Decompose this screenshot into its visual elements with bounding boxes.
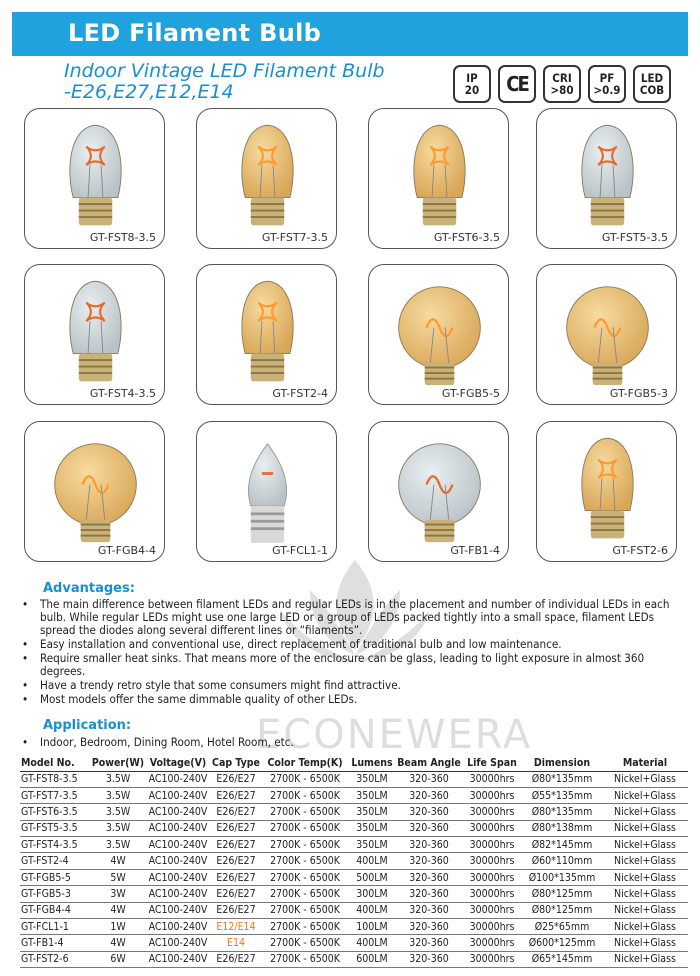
table-cell: 30000hrs xyxy=(462,886,522,902)
table-cell: 3.5W xyxy=(90,771,146,787)
table-cell: 30000hrs xyxy=(462,787,522,803)
table-cell: Ø25*65mm xyxy=(522,919,602,935)
table-cell: Ø80*135mm xyxy=(522,771,602,787)
list-item: • The main difference between filament LEDs and regular LEDs is in the placement and number of individual LEDs in each bulb. While regular LEDs might use one large LED or a group of LEDs packed tightly into a small space, filament LEDs spread the diodes along several different lines or “filaments”. xyxy=(20,598,690,637)
table-cell: 30000hrs xyxy=(462,853,522,869)
certification-badges xyxy=(453,65,671,103)
table-cell: 320-360 xyxy=(396,804,462,820)
table-cell: Nickel+Glass xyxy=(602,919,688,935)
table-cell: 300LM xyxy=(348,886,396,902)
bulb-illustration xyxy=(537,422,677,562)
table-cell: AC100-240V xyxy=(146,869,210,885)
column-header: Voltage(V) xyxy=(146,755,210,771)
table-cell: 2700K - 6500K xyxy=(262,820,348,836)
table-cell: 30000hrs xyxy=(462,771,522,787)
table-cell: 320-360 xyxy=(396,951,462,967)
product-card xyxy=(196,108,337,249)
ip20-badge: IP 20 xyxy=(453,65,491,103)
table-cell: AC100-240V xyxy=(146,935,210,951)
page-title: LED Filament Bulb xyxy=(68,19,322,47)
table-cell: Nickel+Glass xyxy=(602,820,688,836)
table-cell: AC100-240V xyxy=(146,771,210,787)
table-cell: 320-360 xyxy=(396,919,462,935)
table-cell: 350LM xyxy=(348,771,396,787)
table-cell: AC100-240V xyxy=(146,951,210,967)
table-cell: Ø65*145mm xyxy=(522,951,602,967)
list-item: • Require smaller heat sinks. That means more of the enclosure can be glass, leading to light exposure in almost 360 degrees. xyxy=(20,652,690,678)
column-header: Life Span xyxy=(462,755,522,771)
bulb-illustration xyxy=(197,265,337,405)
table-cell: 2700K - 6500K xyxy=(262,902,348,918)
table-cell: 3W xyxy=(90,886,146,902)
table-row xyxy=(20,787,688,803)
table-cell: 350LM xyxy=(348,804,396,820)
table-cell: Nickel+Glass xyxy=(602,886,688,902)
table-row xyxy=(20,820,688,836)
table-cell: 4W xyxy=(90,853,146,869)
column-header: Model No. xyxy=(20,755,90,771)
table-cell: Nickel+Glass xyxy=(602,837,688,853)
table-cell: 320-360 xyxy=(396,837,462,853)
bulb-illustration xyxy=(197,422,337,562)
list-item: • Have a trendy retro style that some consumers might find attractive. xyxy=(20,679,690,692)
table-cell: 2700K - 6500K xyxy=(262,853,348,869)
table-cell: AC100-240V xyxy=(146,853,210,869)
advantages-title: Advantages: xyxy=(43,581,135,596)
subtitle xyxy=(64,61,385,103)
table-cell: 1W xyxy=(90,919,146,935)
table-cell: GT-FGB5-5 xyxy=(20,869,90,885)
table-cell: E26/E27 xyxy=(210,886,262,902)
cri-badge: CRI >80 xyxy=(543,65,581,103)
table-cell: 2700K - 6500K xyxy=(262,771,348,787)
bulb-illustration xyxy=(197,109,337,249)
product-label: GT-FGB5-5 xyxy=(441,387,500,400)
table-cell: AC100-240V xyxy=(146,820,210,836)
table-cell: GT-FST6-3.5 xyxy=(20,804,90,820)
table-cell: AC100-240V xyxy=(146,787,210,803)
table-cell: Ø80*125mm xyxy=(522,902,602,918)
table-cell: 2700K - 6500K xyxy=(262,804,348,820)
table-cell: 320-360 xyxy=(396,853,462,869)
table-cell: 30000hrs xyxy=(462,919,522,935)
list-item: • Indoor, Bedroom, Dining Room, Hotel Room, etc. xyxy=(20,736,690,749)
column-header: Material xyxy=(602,755,688,771)
product-label: GT-FST2-4 xyxy=(272,387,328,400)
table-cell: Ø600*125mm xyxy=(522,935,602,951)
product-label: GT-FST2-6 xyxy=(612,544,668,557)
table-header-row xyxy=(20,755,688,771)
product-card xyxy=(536,421,677,562)
table-cell: AC100-240V xyxy=(146,837,210,853)
product-label: GT-FGB5-3 xyxy=(609,387,668,400)
table-cell: E26/E27 xyxy=(210,787,262,803)
column-header: Cap Type xyxy=(210,755,262,771)
product-card xyxy=(24,421,165,562)
bulb-illustration xyxy=(537,109,677,249)
table-cell: Nickel+Glass xyxy=(602,787,688,803)
table-cell: 6W xyxy=(90,951,146,967)
table-cell: Nickel+Glass xyxy=(602,771,688,787)
table-cell: E26/E27 xyxy=(210,853,262,869)
table-cell: 2700K - 6500K xyxy=(262,951,348,967)
product-card xyxy=(196,421,337,562)
table-cell: E14 xyxy=(210,935,262,951)
product-card xyxy=(536,108,677,249)
table-cell: 400LM xyxy=(348,853,396,869)
product-card xyxy=(24,108,165,249)
table-cell: E26/E27 xyxy=(210,804,262,820)
table-cell: 3.5W xyxy=(90,837,146,853)
table-cell: 4W xyxy=(90,935,146,951)
product-label: GT-FST8-3.5 xyxy=(89,231,156,244)
table-cell: 350LM xyxy=(348,787,396,803)
product-card xyxy=(24,264,165,405)
table-row xyxy=(20,902,688,918)
product-label: GT-FCL1-1 xyxy=(272,544,328,557)
table-cell: GT-FST7-3.5 xyxy=(20,787,90,803)
table-cell: 30000hrs xyxy=(462,951,522,967)
table-cell: 320-360 xyxy=(396,787,462,803)
table-cell: E26/E27 xyxy=(210,820,262,836)
table-cell: 2700K - 6500K xyxy=(262,886,348,902)
spec-table xyxy=(20,755,688,968)
table-cell: Nickel+Glass xyxy=(602,853,688,869)
table-cell: E26/E27 xyxy=(210,951,262,967)
table-cell: 500LM xyxy=(348,869,396,885)
product-label: GT-FST7-3.5 xyxy=(261,231,328,244)
table-cell: GT-FST5-3.5 xyxy=(20,820,90,836)
table-row xyxy=(20,837,688,853)
product-card xyxy=(196,264,337,405)
table-cell: AC100-240V xyxy=(146,919,210,935)
table-row xyxy=(20,919,688,935)
bulb-illustration xyxy=(369,265,509,405)
table-cell: 2700K - 6500K xyxy=(262,837,348,853)
table-cell: Ø55*135mm xyxy=(522,787,602,803)
table-cell: 400LM xyxy=(348,902,396,918)
column-header: Lumens xyxy=(348,755,396,771)
table-cell: 350LM xyxy=(348,837,396,853)
product-card xyxy=(368,108,509,249)
table-cell: 30000hrs xyxy=(462,935,522,951)
table-cell: Ø82*145mm xyxy=(522,837,602,853)
table-cell: 2700K - 6500K xyxy=(262,935,348,951)
column-header: Power(W) xyxy=(90,755,146,771)
subtitle-line-2: -E26,E27,E12,E14 xyxy=(64,81,234,103)
table-cell: 2700K - 6500K xyxy=(262,919,348,935)
table-cell: GT-FB1-4 xyxy=(20,935,90,951)
table-row xyxy=(20,935,688,951)
list-item: • Easy installation and conventional use, direct replacement of traditional bulb and low maintenance. xyxy=(20,638,690,651)
watermark-text: ECONEWERA xyxy=(256,712,533,758)
table-cell: 3.5W xyxy=(90,804,146,820)
bulb-illustration xyxy=(369,422,509,562)
table-cell: Nickel+Glass xyxy=(602,902,688,918)
table-cell: GT-FCL1-1 xyxy=(20,919,90,935)
table-cell: 320-360 xyxy=(396,886,462,902)
table-cell: 350LM xyxy=(348,820,396,836)
product-label: GT-FST5-3.5 xyxy=(601,231,668,244)
table-cell: 4W xyxy=(90,902,146,918)
table-cell: E26/E27 xyxy=(210,837,262,853)
product-label: GT-FST4-3.5 xyxy=(89,387,156,400)
table-cell: 320-360 xyxy=(396,771,462,787)
table-cell: 30000hrs xyxy=(462,820,522,836)
bulb-illustration xyxy=(25,265,165,405)
table-cell: 320-360 xyxy=(396,820,462,836)
product-card xyxy=(368,421,509,562)
application-title: Application: xyxy=(43,718,132,733)
table-cell: 100LM xyxy=(348,919,396,935)
table-cell: 2700K - 6500K xyxy=(262,869,348,885)
table-cell: Nickel+Glass xyxy=(602,804,688,820)
table-cell: Ø80*138mm xyxy=(522,820,602,836)
column-header: Beam Angle xyxy=(396,755,462,771)
table-cell: 320-360 xyxy=(396,869,462,885)
table-cell: AC100-240V xyxy=(146,902,210,918)
table-cell: E26/E27 xyxy=(210,869,262,885)
bulb-illustration xyxy=(25,422,165,562)
table-cell: 30000hrs xyxy=(462,804,522,820)
led-cob-badge: LED COB xyxy=(633,65,671,103)
table-cell: 600LM xyxy=(348,951,396,967)
table-cell: 3.5W xyxy=(90,820,146,836)
table-cell: GT-FST8-3.5 xyxy=(20,771,90,787)
table-cell: 30000hrs xyxy=(462,869,522,885)
table-cell: E12/E14 xyxy=(210,919,262,935)
product-label: GT-FST6-3.5 xyxy=(433,231,500,244)
pf-badge: PF >0.9 xyxy=(588,65,626,103)
table-row xyxy=(20,804,688,820)
table-cell: 3.5W xyxy=(90,787,146,803)
table-cell: Nickel+Glass xyxy=(602,869,688,885)
table-cell: AC100-240V xyxy=(146,886,210,902)
table-cell: 5W xyxy=(90,869,146,885)
table-row xyxy=(20,951,688,967)
column-header: Color Temp(K) xyxy=(262,755,348,771)
product-card xyxy=(536,264,677,405)
list-item: • Most models offer the same dimmable quality of other LEDs. xyxy=(20,693,690,706)
table-cell: GT-FST2-6 xyxy=(20,951,90,967)
ce-badge: CE xyxy=(498,65,536,103)
bulb-illustration xyxy=(25,109,165,249)
table-cell: AC100-240V xyxy=(146,804,210,820)
table-cell: GT-FGB4-4 xyxy=(20,902,90,918)
bulb-illustration xyxy=(537,265,677,405)
table-cell: Ø60*110mm xyxy=(522,853,602,869)
table-cell: Nickel+Glass xyxy=(602,951,688,967)
table-cell: 30000hrs xyxy=(462,902,522,918)
table-cell: Nickel+Glass xyxy=(602,935,688,951)
table-cell: Ø80*135mm xyxy=(522,804,602,820)
product-label: GT-FGB4-4 xyxy=(97,544,156,557)
table-cell: Ø80*125mm xyxy=(522,886,602,902)
table-cell: GT-FST2-4 xyxy=(20,853,90,869)
table-cell: 30000hrs xyxy=(462,837,522,853)
table-row xyxy=(20,886,688,902)
bulb-illustration xyxy=(369,109,509,249)
column-header: Dimension xyxy=(522,755,602,771)
product-label: GT-FB1-4 xyxy=(450,544,500,557)
table-row xyxy=(20,771,688,787)
table-cell: E26/E27 xyxy=(210,771,262,787)
table-cell: 2700K - 6500K xyxy=(262,787,348,803)
table-cell: 320-360 xyxy=(396,935,462,951)
table-cell: GT-FST4-3.5 xyxy=(20,837,90,853)
subtitle-line-1: Indoor Vintage LED Filament Bulb xyxy=(64,60,385,82)
table-cell: Ø100*135mm xyxy=(522,869,602,885)
table-cell: 320-360 xyxy=(396,902,462,918)
application-list xyxy=(20,736,690,750)
table-row xyxy=(20,853,688,869)
table-row xyxy=(20,869,688,885)
table-cell: E26/E27 xyxy=(210,902,262,918)
advantages-list xyxy=(20,598,690,707)
header-bar xyxy=(12,12,688,56)
table-cell: GT-FGB5-3 xyxy=(20,886,90,902)
product-card xyxy=(368,264,509,405)
table-cell: 400LM xyxy=(348,935,396,951)
